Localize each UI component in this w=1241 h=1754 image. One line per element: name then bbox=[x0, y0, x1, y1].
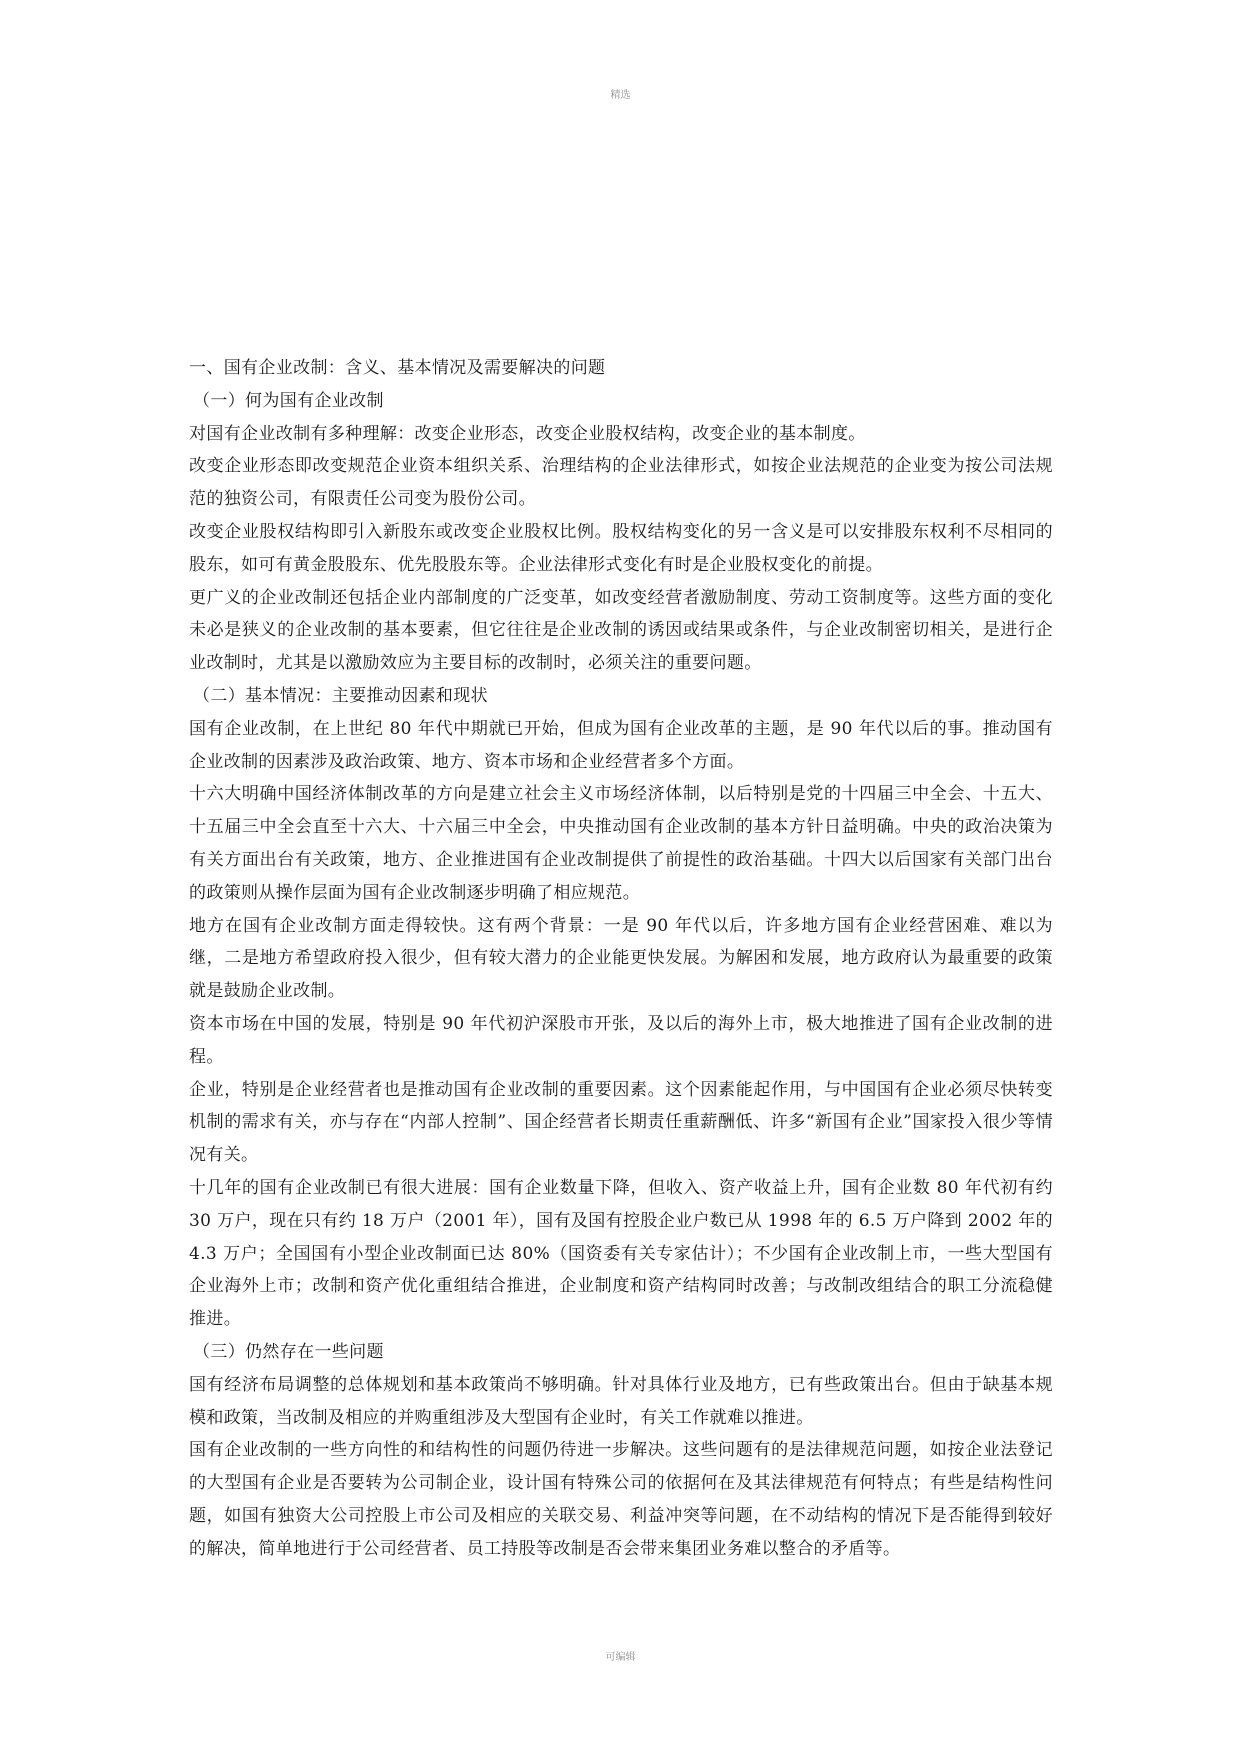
section-heading: 一、国有企业改制：含义、基本情况及需要解决的问题 bbox=[189, 358, 606, 378]
page-footer: 可编辑 bbox=[605, 1652, 636, 1663]
document-body bbox=[189, 352, 1053, 1565]
body-paragraph: 十六大明确中国经济体制改革的方向是建立社会主义市场经济体制，以后特别是党的十四届三中全会、十五大、十五届三中全会直至十六大、十六届三中全会，中央推动国有企业改制的基本方针日益明确。中央的政治决策为有关方面出台有关政策，地方、企业推进国有企业改制提供了前提性的政治基础。十四大以后国家有关部门出台的政策则从操作层面为国有企业改制逐步明确了相应规范。 bbox=[189, 784, 1053, 903]
body-paragraph: 国有企业改制，在上世纪 80 年代中期就已开始，但成为国有企业改革的主题，是 90 年代以后的事。推动国有企业改制的因素涉及政治政策、地方、资本市场和企业经营者多个方面。 bbox=[189, 718, 1053, 772]
subsection-heading: （二）基本情况：主要推动因素和现状 bbox=[193, 685, 488, 706]
body-paragraph: 改变企业形态即改变规范企业资本组织关系、治理结构的企业法律形式，如按企业法规范的企业变为按公司法规范的独资公司，有限责任公司变为股份公司。 bbox=[189, 456, 1053, 510]
body-paragraph: 更广义的企业改制还包括企业内部制度的广泛变革，如改变经营者激励制度、劳动工资制度等。这些方面的变化未必是狭义的企业改制的基本要素，但它往往是企业改制的诱因或结果或条件，与企业改制密切相关，是进行企业改制时，尤其是以激励效应为主要目标的改制时，必须关注的重要问题。 bbox=[189, 587, 1053, 674]
body-paragraph: 对国有企业改制有多种理解：改变企业形态，改变企业股权结构，改变企业的基本制度。 bbox=[189, 423, 866, 444]
subsection-heading: （三）仍然存在一些问题 bbox=[193, 1341, 384, 1362]
page-header: 精选 bbox=[610, 90, 631, 101]
body-paragraph: 国有经济布局调整的总体规划和基本政策尚不够明确。针对具体行业及地方，已有些政策出台。但由于缺基本规模和政策，当改制及相应的并购重组涉及大型国有企业时，有关工作就难以推进。 bbox=[189, 1374, 1053, 1428]
body-paragraph: 国有企业改制的一些方向性的和结构性的问题仍待进一步解决。这些问题有的是法律规范问题，如按企业法登记的大型国有企业是否要转为公司制企业，设计国有特殊公司的依据何在及其法律规范有何特点；有些是结构性问题，如国有独资大公司控股上市公司及相应的关联交易、利益冲突等问题，在不动结构的情况下是否能得到较好的解决，简单地进行于公司经营者、员工持股等改制是否会带来集团业务难以整合的矛盾等。 bbox=[189, 1440, 1053, 1559]
body-paragraph: 地方在国有企业改制方面走得较快。这有两个背景：一是 90 年代以后，许多地方国有企业经营困难、难以为继，二是地方希望政府投入很少，但有较大潜力的企业能更快发展。为解困和发展，地方政府认为最重要的政策就是鼓励企业改制。 bbox=[189, 915, 1053, 1002]
body-paragraph: 十几年的国有企业改制已有很大进展：国有企业数量下降，但收入、资产收益上升，国有企业数 80 年代初有约 30 万户，现在只有约 18 万户（2001 年），国有及国有控股企业户数已从 1998 年的 6.5 万户降到 2002 年的 4.3 万户；全国国有小型企业改制面已达 80%（国资委有关专家估计）；不少国有企业改制上市，一些大型国有企业海外上市；改制和资产优化重组结合推进，企业制度和资产结构同时改善；与改制改组结合的职工分流稳健推进。 bbox=[189, 1177, 1053, 1330]
body-paragraph: 企业，特别是企业经营者也是推动国有企业改制的重要因素。这个因素能起作用，与中国国有企业必须尽快转变机制的需求有关，亦与存在“内部人控制”、国企经营者长期责任重薪酬低、许多“新国有企业”国家投入很少等情况有关。 bbox=[189, 1079, 1053, 1166]
body-paragraph: 资本市场在中国的发展，特别是 90 年代初沪深股市开张，及以后的海外上市，极大地推进了国有企业改制的进程。 bbox=[189, 1013, 1053, 1067]
body-paragraph: 改变企业股权结构即引入新股东或改变企业股权比例。股权结构变化的另一含义是可以安排股东权利不尽相同的股东，如可有黄金股股东、优先股股东等。企业法律形式变化有时是企业股权变化的前提。 bbox=[189, 521, 1053, 575]
subsection-heading: （一）何为国有企业改制 bbox=[193, 390, 384, 411]
